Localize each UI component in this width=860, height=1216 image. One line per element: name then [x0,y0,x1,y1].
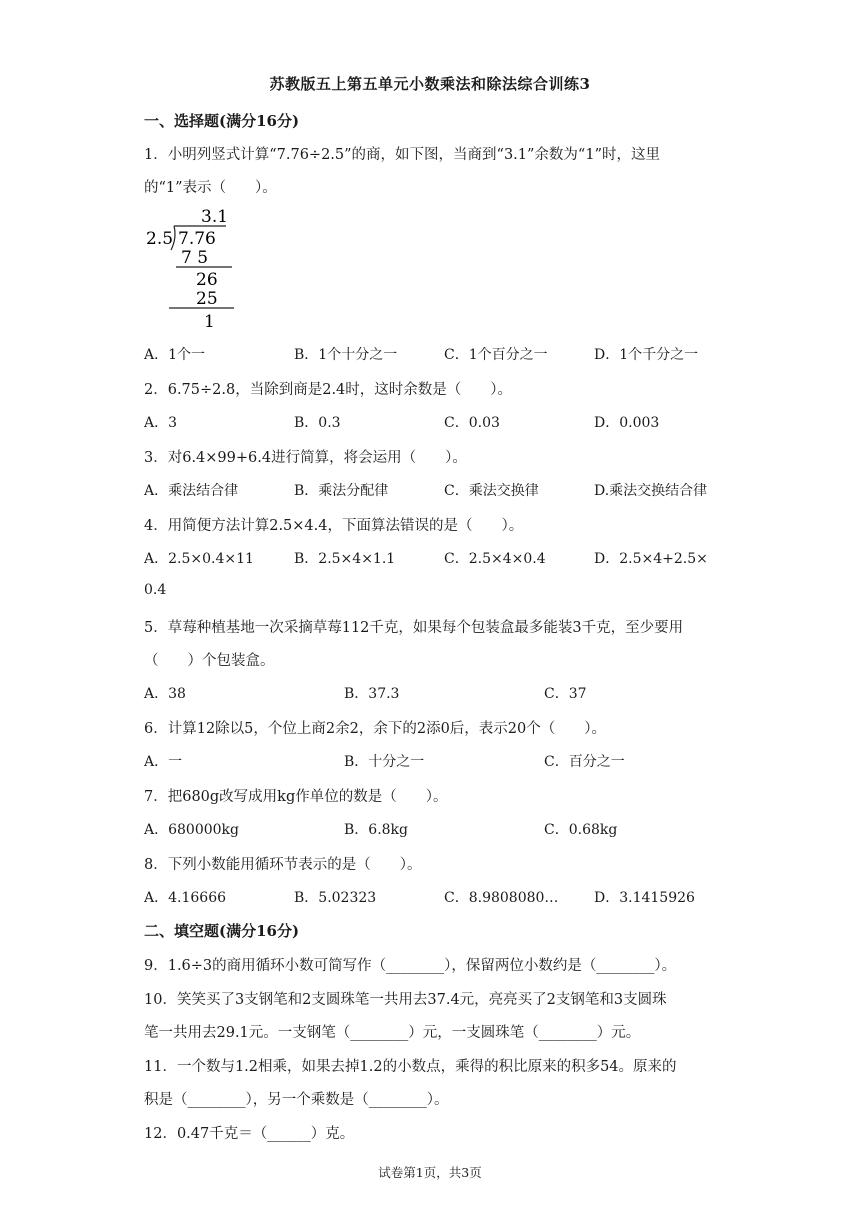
q5-option-c: C．37 [544,686,587,702]
q5-option-b: B．37.3 [344,686,400,702]
q7-option-c: C．0.68kg [544,822,618,838]
q7-option-b: B．6.8kg [344,822,408,838]
q8-option-a: A．4.16666 [144,890,227,906]
figure-row-4: 1 [204,312,215,332]
figure-quotient: 3.1 [201,207,229,227]
question-10-text: 10．笑笑买了3支钢笔和2支圆珠笔一共用去37.4元，亮亮买了2支钢笔和3支圆珠 [144,992,667,1008]
q4-option-c: C．2.5×4×0.4 [444,551,546,567]
q3-option-b: B．乘法分配律 [294,483,389,499]
question-11-text-cont: 积是（________），另一个乘数是（________）。 [144,1092,449,1108]
q5-option-a: A．38 [144,686,186,702]
q1-option-a: A．1个一 [144,347,206,363]
question-3-text: 3．对6.4×99+6.4进行简算，将会运用（ ）。 [144,450,467,466]
q3-option-c: C．乘法交换律 [444,483,539,499]
question-6-text: 6．计算12除以5，个位上商2余2，余下的2添0后，表示20个（ ）。 [144,721,607,737]
figure-row-1: 7 5 [181,248,209,268]
q2-option-b: B．0.3 [294,415,341,431]
q8-option-c: C．8.9808080… [444,890,559,906]
q8-option-b: B．5.02323 [294,890,377,906]
question-9-text: 9．1.6÷3的商用循环小数可简写作（________），保留两位小数约是（________）。 [144,958,677,974]
question-5-text-cont: （ ）个包装盒。 [144,653,275,669]
question-10-text-cont: 笔一共用去29.1元。一支钢笔（________）元，一支圆珠笔（________）元。 [144,1025,641,1041]
q6-option-a: A．一 [144,754,183,770]
question-12-text: 12．0.47千克＝（______）克。 [144,1126,355,1142]
figure-row-2: 26 [196,270,218,290]
figure-dividend: 7.76 [178,229,216,249]
question-7-text: 7．把680g改写成用kg作单位的数是（ ）。 [144,789,448,805]
q2-option-a: A．3 [144,415,178,431]
question-1-text: 1．小明列竖式计算“7.76÷2.5”的商，如下图，当商到“3.1”余数为“1”时，这里 [144,147,660,163]
q8-option-d: D．3.1415926 [594,890,695,906]
q1-option-b: B．1个十分之一 [294,347,398,363]
page-title: 苏教版五上第五单元小数乘法和除法综合训练3 [269,75,591,93]
question-8-text: 8．下列小数能用循环节表示的是（ ）。 [144,857,422,873]
figure-row-3: 25 [196,289,218,309]
section-heading-fill: 二、填空题(满分16分) [144,922,300,940]
figure-divisor: 2.5 [146,229,174,249]
q4-option-b: B．2.5×4×1.1 [294,551,396,567]
section-heading-choice: 一、选择题(满分16分) [144,112,300,130]
q4-option-d: D．2.5×4+2.5× [594,551,708,567]
question-4-text: 4．用简便方法计算2.5×4.4，下面算法错误的是（ ）。 [144,518,524,534]
question-11-text: 11．一个数与1.2相乘，如果去掉1.2的小数点，乘得的积比原来的积多54。原来的 [144,1059,677,1075]
q4-option-a: A．2.5×0.4×11 [144,551,254,567]
long-division-figure [144,200,244,335]
question-1-text-cont: 的“1”表示（ ）。 [144,180,277,196]
q6-option-c: C．百分之一 [544,754,625,770]
q6-option-b: B．十分之一 [344,754,425,770]
q2-option-d: D．0.003 [594,415,660,431]
q2-option-c: C．0.03 [444,415,500,431]
question-2-text: 2．6.75÷2.8，当除到商是2.4时，这时余数是（ ）。 [144,382,513,398]
q3-option-a: A．乘法结合律 [144,483,239,499]
q3-option-d: D.乘法交换结合律 [594,483,708,499]
q1-option-c: C．1个百分之一 [444,347,548,363]
q7-option-a: A．680000kg [144,822,239,838]
q4-option-d-cont: 0.4 [144,582,167,598]
question-5-text: 5．草莓种植基地一次采摘草莓112千克，如果每个包装盒最多能装3千克，至少要用 [144,620,684,636]
q1-option-d: D．1个千分之一 [594,347,699,363]
page-footer: 试卷第1页，共3页 [378,1165,482,1180]
